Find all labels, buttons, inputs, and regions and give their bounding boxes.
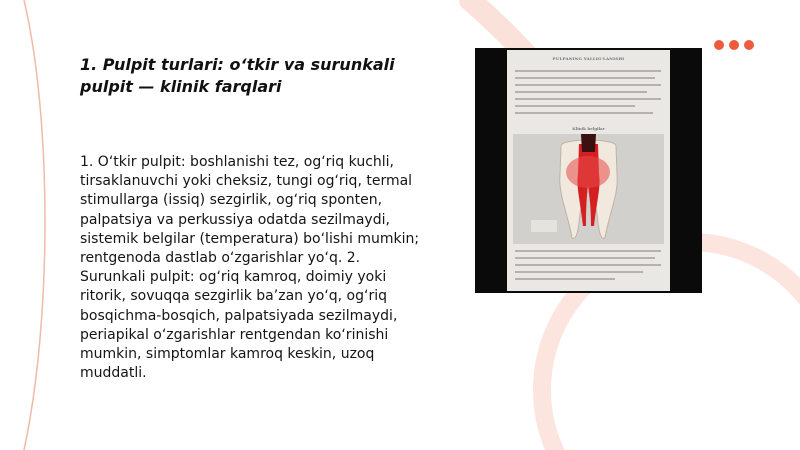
- accent-dot: [744, 40, 754, 50]
- text-line: [515, 271, 643, 273]
- scanned-page-image: [475, 48, 702, 293]
- text-line: [515, 77, 655, 79]
- text-line: [515, 105, 635, 107]
- scanned-page-subheading: Klinik belgilar: [572, 126, 605, 131]
- text-line: [515, 112, 653, 114]
- accent-dot: [714, 40, 724, 50]
- text-line: [515, 84, 661, 86]
- accent-dot: [729, 40, 739, 50]
- text-line: [515, 250, 661, 252]
- text-line: [515, 278, 615, 280]
- text-line: [515, 98, 661, 100]
- scanned-page-heading: PULPANING YALLIG'LANISHI: [552, 56, 625, 61]
- text-line: [515, 91, 647, 93]
- scanned-page: [507, 50, 670, 291]
- text-line: [515, 264, 661, 266]
- tooth-illustration: [513, 134, 664, 244]
- tooth-icon: [513, 134, 664, 244]
- slide-body-text: 1. O‘tkir pulpit: boshlanishi tez, og‘riq kuchli, tirsaklanuvchi yoki cheksiz, tungi og‘riq, termal stimullarga (issiq) sezgirlik, og‘riq sponten, palpatsiya va perkussiya odatda sezilmaydi, sistemik belgilar (temperatura) bo‘lishi mumkin; rentgenoda dastlab o‘zgarishlar yo‘q. 2. Surunkali pulpit: og‘riq kamroq, doimiy yoki ritorik, sovuqqa sezgirlik ba’zan yo‘q, og‘riq bosqichma-bosqich, palpatsiyada sezilmaydi, periapikal o‘zgarishlar rentgendan ko‘rinishi mumkin, simptomlar kamroq keskin, uzoq muddatli.: [80, 154, 420, 382]
- text-line: [515, 70, 661, 72]
- slide-title: 1. Pulpit turlari: o‘tkir va surunkali pulpit — klinik farqlari: [80, 55, 395, 96]
- accent-dots: [714, 40, 754, 50]
- text-line: [515, 257, 655, 259]
